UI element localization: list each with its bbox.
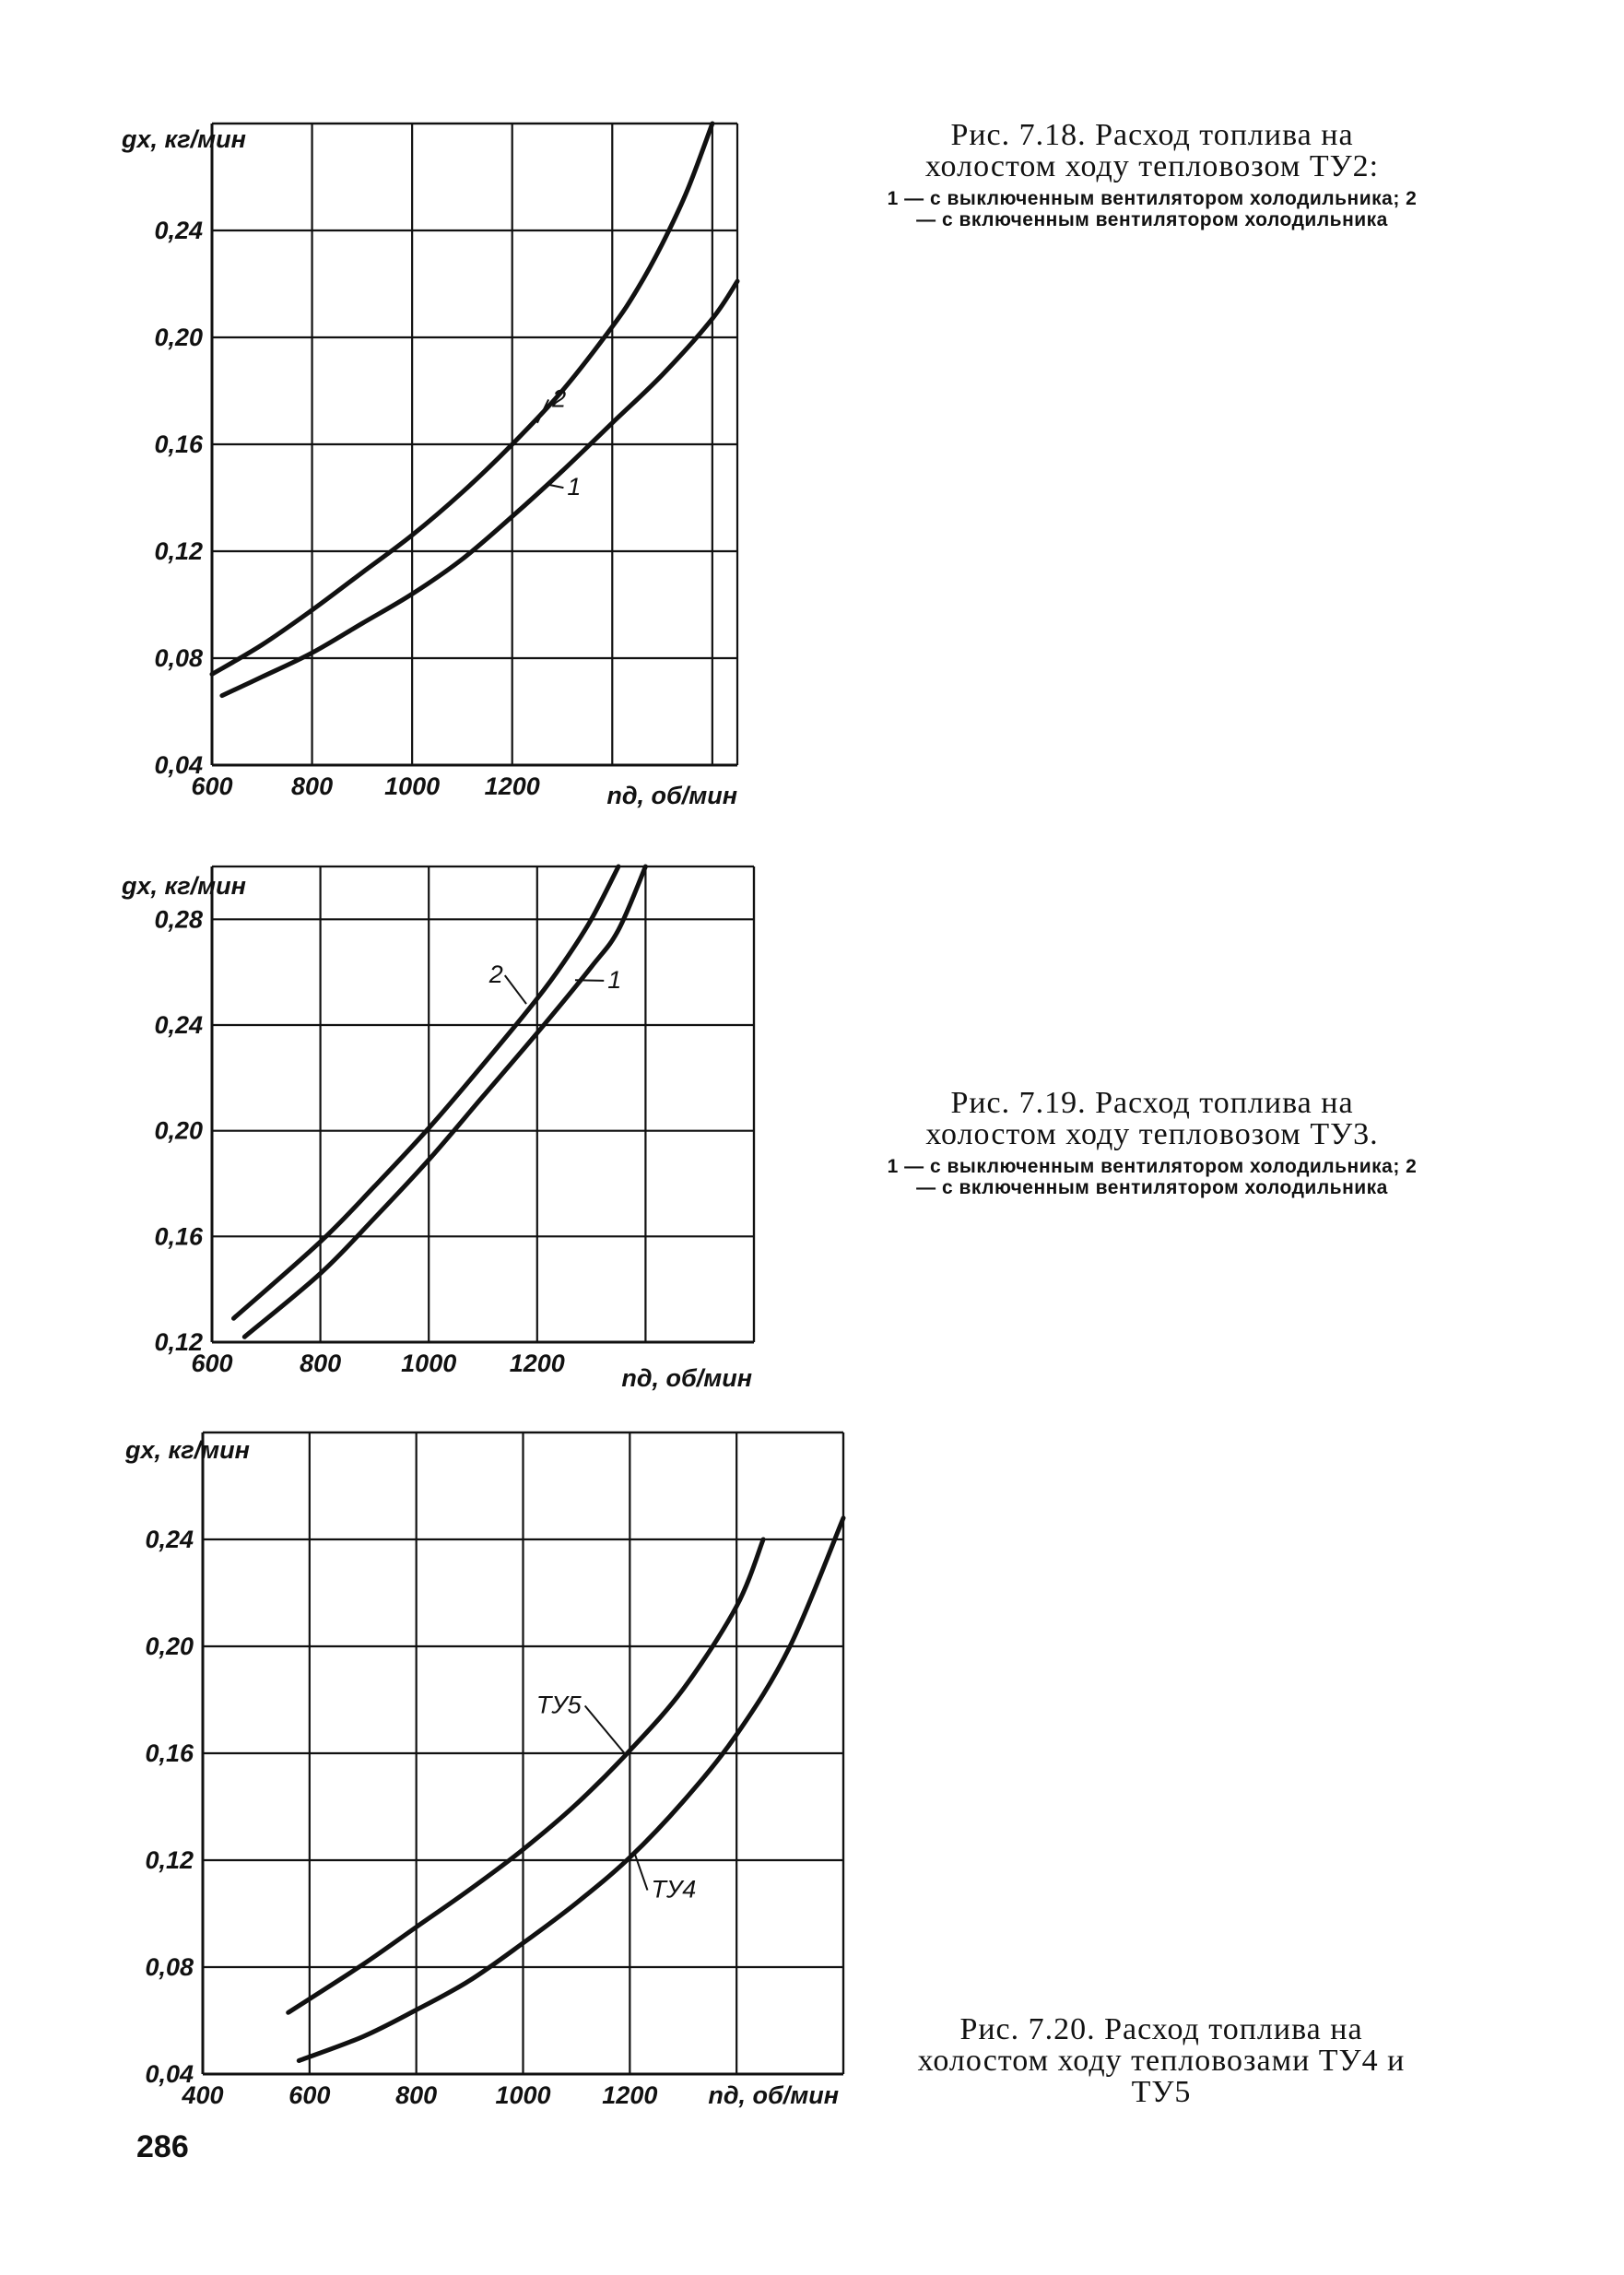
curve-label-2: 2 [552,384,567,413]
x-tick-label: 1000 [384,772,441,800]
annotation-leader [585,1706,625,1754]
caption-fig18-title: Рис. 7.18. Расход топлива на холостом ходу тепловозом ТУ2: [924,118,1380,183]
x-tick-label: 1200 [509,1350,565,1377]
annotation-leader [505,975,526,1004]
caption-fig19 [885,1088,1419,1198]
curve-label-2: 2 [488,961,503,989]
y-tick-label: 0,12 [154,537,203,565]
series-line-1 [222,281,737,695]
annotation-leader [547,485,564,489]
x-tick-label: 1200 [484,772,540,800]
y-tick-label: 0,16 [145,1739,194,1767]
curve-label-1: 1 [607,965,622,994]
y-tick-label: 0,16 [154,1222,203,1251]
series-line-2 [234,866,622,1318]
y-tick-label: 0,28 [154,905,203,934]
y-tick-label: 0,24 [154,217,203,244]
y-tick-label: 0,12 [154,1328,203,1356]
x-tick-label: 600 [191,1350,233,1377]
x-tick-label: 800 [395,2081,438,2109]
curve-label-1: 1 [567,473,582,501]
y-tick-label: 0,20 [154,324,203,351]
curve-label-ТУ5: ТУ5 [535,1691,582,1719]
y-tick-label: 0,20 [154,1116,203,1145]
y-tick-label: 0,24 [154,1011,203,1039]
caption-fig18 [885,120,1419,230]
x-axis-label: nд, об/мин [708,2081,839,2109]
chart-fig19 [122,848,793,1401]
x-axis-label: nд, об/мин [621,1364,752,1392]
x-tick-label: 800 [291,772,334,800]
chart-fig18 [122,111,774,839]
caption-fig19-title: Рис. 7.19. Расход топлива на холостом ходу тепловозом ТУ3. [925,1086,1379,1151]
x-tick-label: 1200 [602,2081,658,2109]
y-tick-label: 0,24 [145,1526,194,1553]
x-tick-label: 800 [300,1350,342,1377]
y-tick-label: 0,04 [145,2060,194,2088]
chart-fig20 [125,1410,857,2111]
caption-fig19-note: 1 — с выключенным вентилятором холодильника; 2 — с включенным вентилятором холодильника [887,1156,1418,1198]
x-tick-label: 600 [288,2081,331,2109]
caption-fig20-title: Рис. 7.20. Расход топлива на холостом ходу тепловозами ТУ4 и ТУ5 [917,2012,1406,2109]
y-tick-label: 0,12 [145,1846,194,1874]
y-tick-label: 0,04 [154,751,203,779]
series-line-1 [244,866,645,1337]
y-tick-label: 0,16 [154,430,203,458]
y-axis-label: gх, кг/мин [122,125,246,153]
y-axis-label: gх, кг/мин [122,872,246,900]
annotation-leader [575,980,604,981]
x-tick-label: 400 [182,2081,224,2109]
x-axis-label: nд, об/мин [606,782,737,809]
x-tick-label: 600 [191,772,233,800]
caption-fig20 [894,2014,1429,2108]
caption-fig18-note: 1 — с выключенным вентилятором холодильника; 2 — с включенным вентилятором холодильника [887,188,1418,230]
series-line-ТУ4 [299,1518,843,2061]
y-axis-label: gх, кг/мин [125,1436,250,1464]
y-tick-label: 0,08 [154,644,203,672]
x-tick-label: 1000 [401,1350,457,1377]
y-tick-label: 0,20 [145,1633,194,1660]
curve-label-ТУ4: ТУ4 [651,1875,697,1904]
page-number: 286 [136,2129,189,2164]
y-tick-label: 0,08 [145,1953,194,1981]
x-tick-label: 1000 [495,2081,551,2109]
